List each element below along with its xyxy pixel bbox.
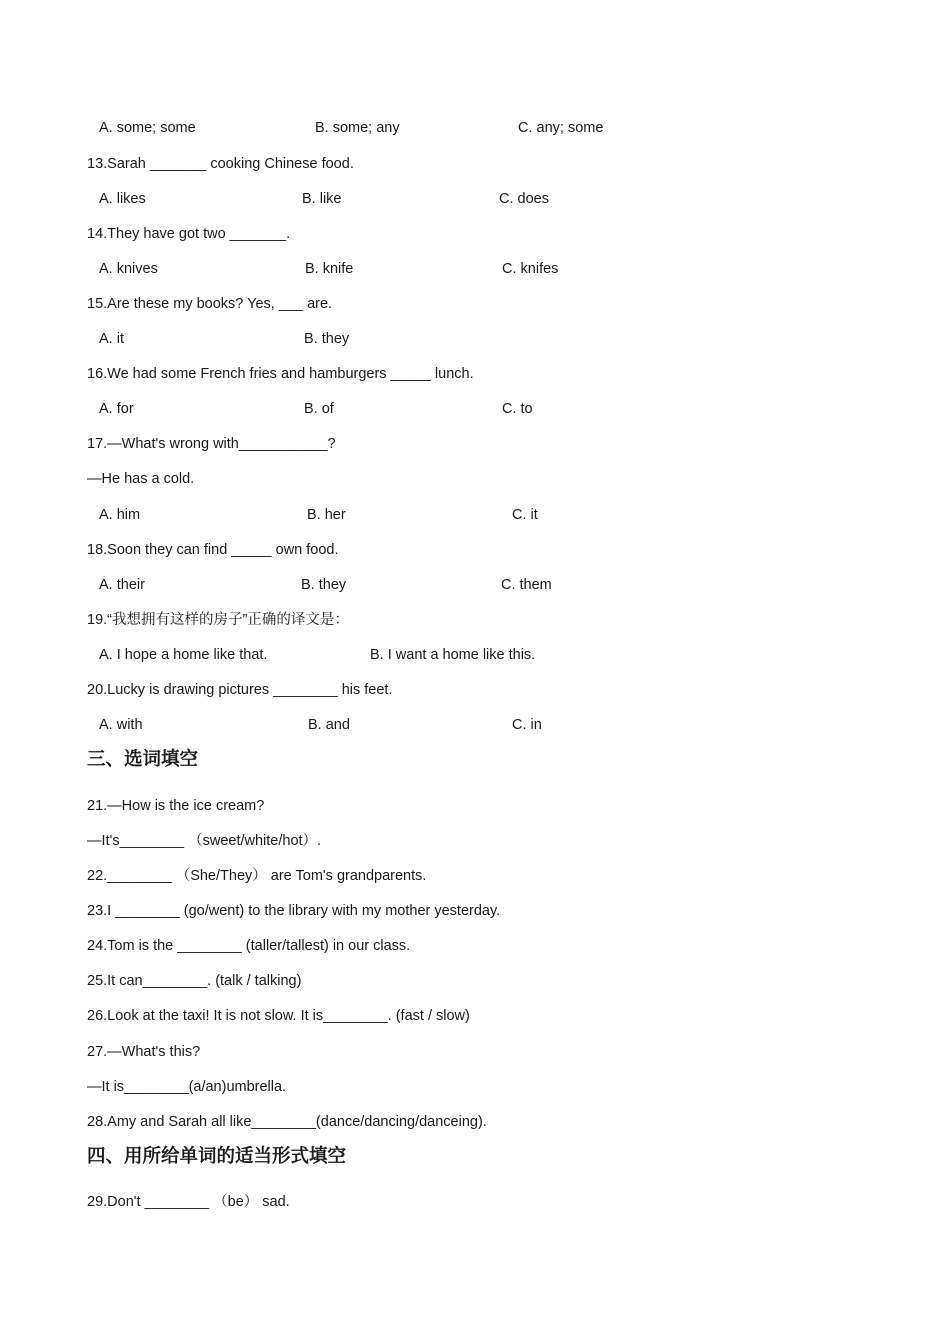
q24-stem: 24.Tom is the ________ (taller/tallest) in our class.	[87, 938, 411, 954]
q20-option-a: A. with	[99, 717, 143, 733]
q16-stem: 16.We had some French fries and hamburgers _____ lunch.	[87, 366, 474, 382]
q20-option-c: C. in	[512, 717, 542, 733]
q22-stem: 22.________ （She/They） are Tom's grandparents.	[87, 868, 427, 884]
q15-option-a: A. it	[99, 331, 124, 347]
q18-option-a: A. their	[99, 577, 145, 593]
q16-option-b: B. of	[304, 401, 334, 417]
q29-stem: 29.Don't ________ （be） sad.	[87, 1194, 290, 1210]
q23-stem: 23.I ________ (go/went) to the library with my mother yesterday.	[87, 903, 501, 919]
q18-option-c: C. them	[501, 577, 552, 593]
q20-stem: 20.Lucky is drawing pictures ________ his feet.	[87, 682, 393, 698]
q21-answer-line: —It's________ （sweet/white/hot）.	[87, 833, 322, 849]
q17-stem: 17.—What's wrong with___________?	[87, 436, 336, 452]
q18-option-b: B. they	[301, 577, 347, 593]
q16-option-a: A. for	[99, 401, 134, 417]
q12-option-b: B. some; any	[315, 120, 400, 136]
q27-answer-line: —It is________(a/an)umbrella.	[87, 1079, 287, 1095]
q18-stem: 18.Soon they can find _____ own food.	[87, 542, 339, 558]
q25-stem: 25.It can________. (talk / talking)	[87, 973, 302, 989]
q15-stem: 15.Are these my books? Yes, ___ are.	[87, 296, 333, 312]
q17-option-c: C. it	[512, 507, 538, 523]
q14-option-a: A. knives	[99, 261, 158, 277]
q19-stem: 19.“我想拥有这样的房子”正确的译文是：	[87, 612, 349, 628]
q28-stem: 28.Amy and Sarah all like________(dance/dancing/danceing).	[87, 1114, 487, 1130]
q12-option-c: C. any; some	[518, 120, 604, 136]
section-heading-3: 三、选词填空	[87, 748, 199, 769]
q13-option-c: C. does	[499, 191, 549, 207]
q17-option-a: A. him	[99, 507, 141, 523]
q14-option-c: C. knifes	[502, 261, 559, 277]
q19-option-a: A. I hope a home like that.	[99, 647, 268, 663]
q13-option-a: A. likes	[99, 191, 146, 207]
q17-answer-line: —He has a cold.	[87, 471, 195, 487]
q15-option-b: B. they	[304, 331, 350, 347]
q19-option-b: B. I want a home like this.	[370, 647, 536, 663]
q13-stem: 13.Sarah _______ cooking Chinese food.	[87, 156, 354, 172]
q16-option-c: C. to	[502, 401, 533, 417]
q12-option-a: A. some; some	[99, 120, 196, 136]
q14-stem: 14.They have got two _______.	[87, 226, 291, 242]
q13-option-b: B. like	[302, 191, 342, 207]
q17-option-b: B. her	[307, 507, 346, 523]
q14-option-b: B. knife	[305, 261, 354, 277]
q27-stem: 27.—What's this?	[87, 1044, 201, 1060]
section-heading-4: 四、用所给单词的适当形式填空	[87, 1145, 347, 1166]
q20-option-b: B. and	[308, 717, 350, 733]
q21-stem: 21.—How is the ice cream?	[87, 798, 265, 814]
q26-stem: 26.Look at the taxi! It is not slow. It is________. (fast / slow)	[87, 1008, 470, 1024]
